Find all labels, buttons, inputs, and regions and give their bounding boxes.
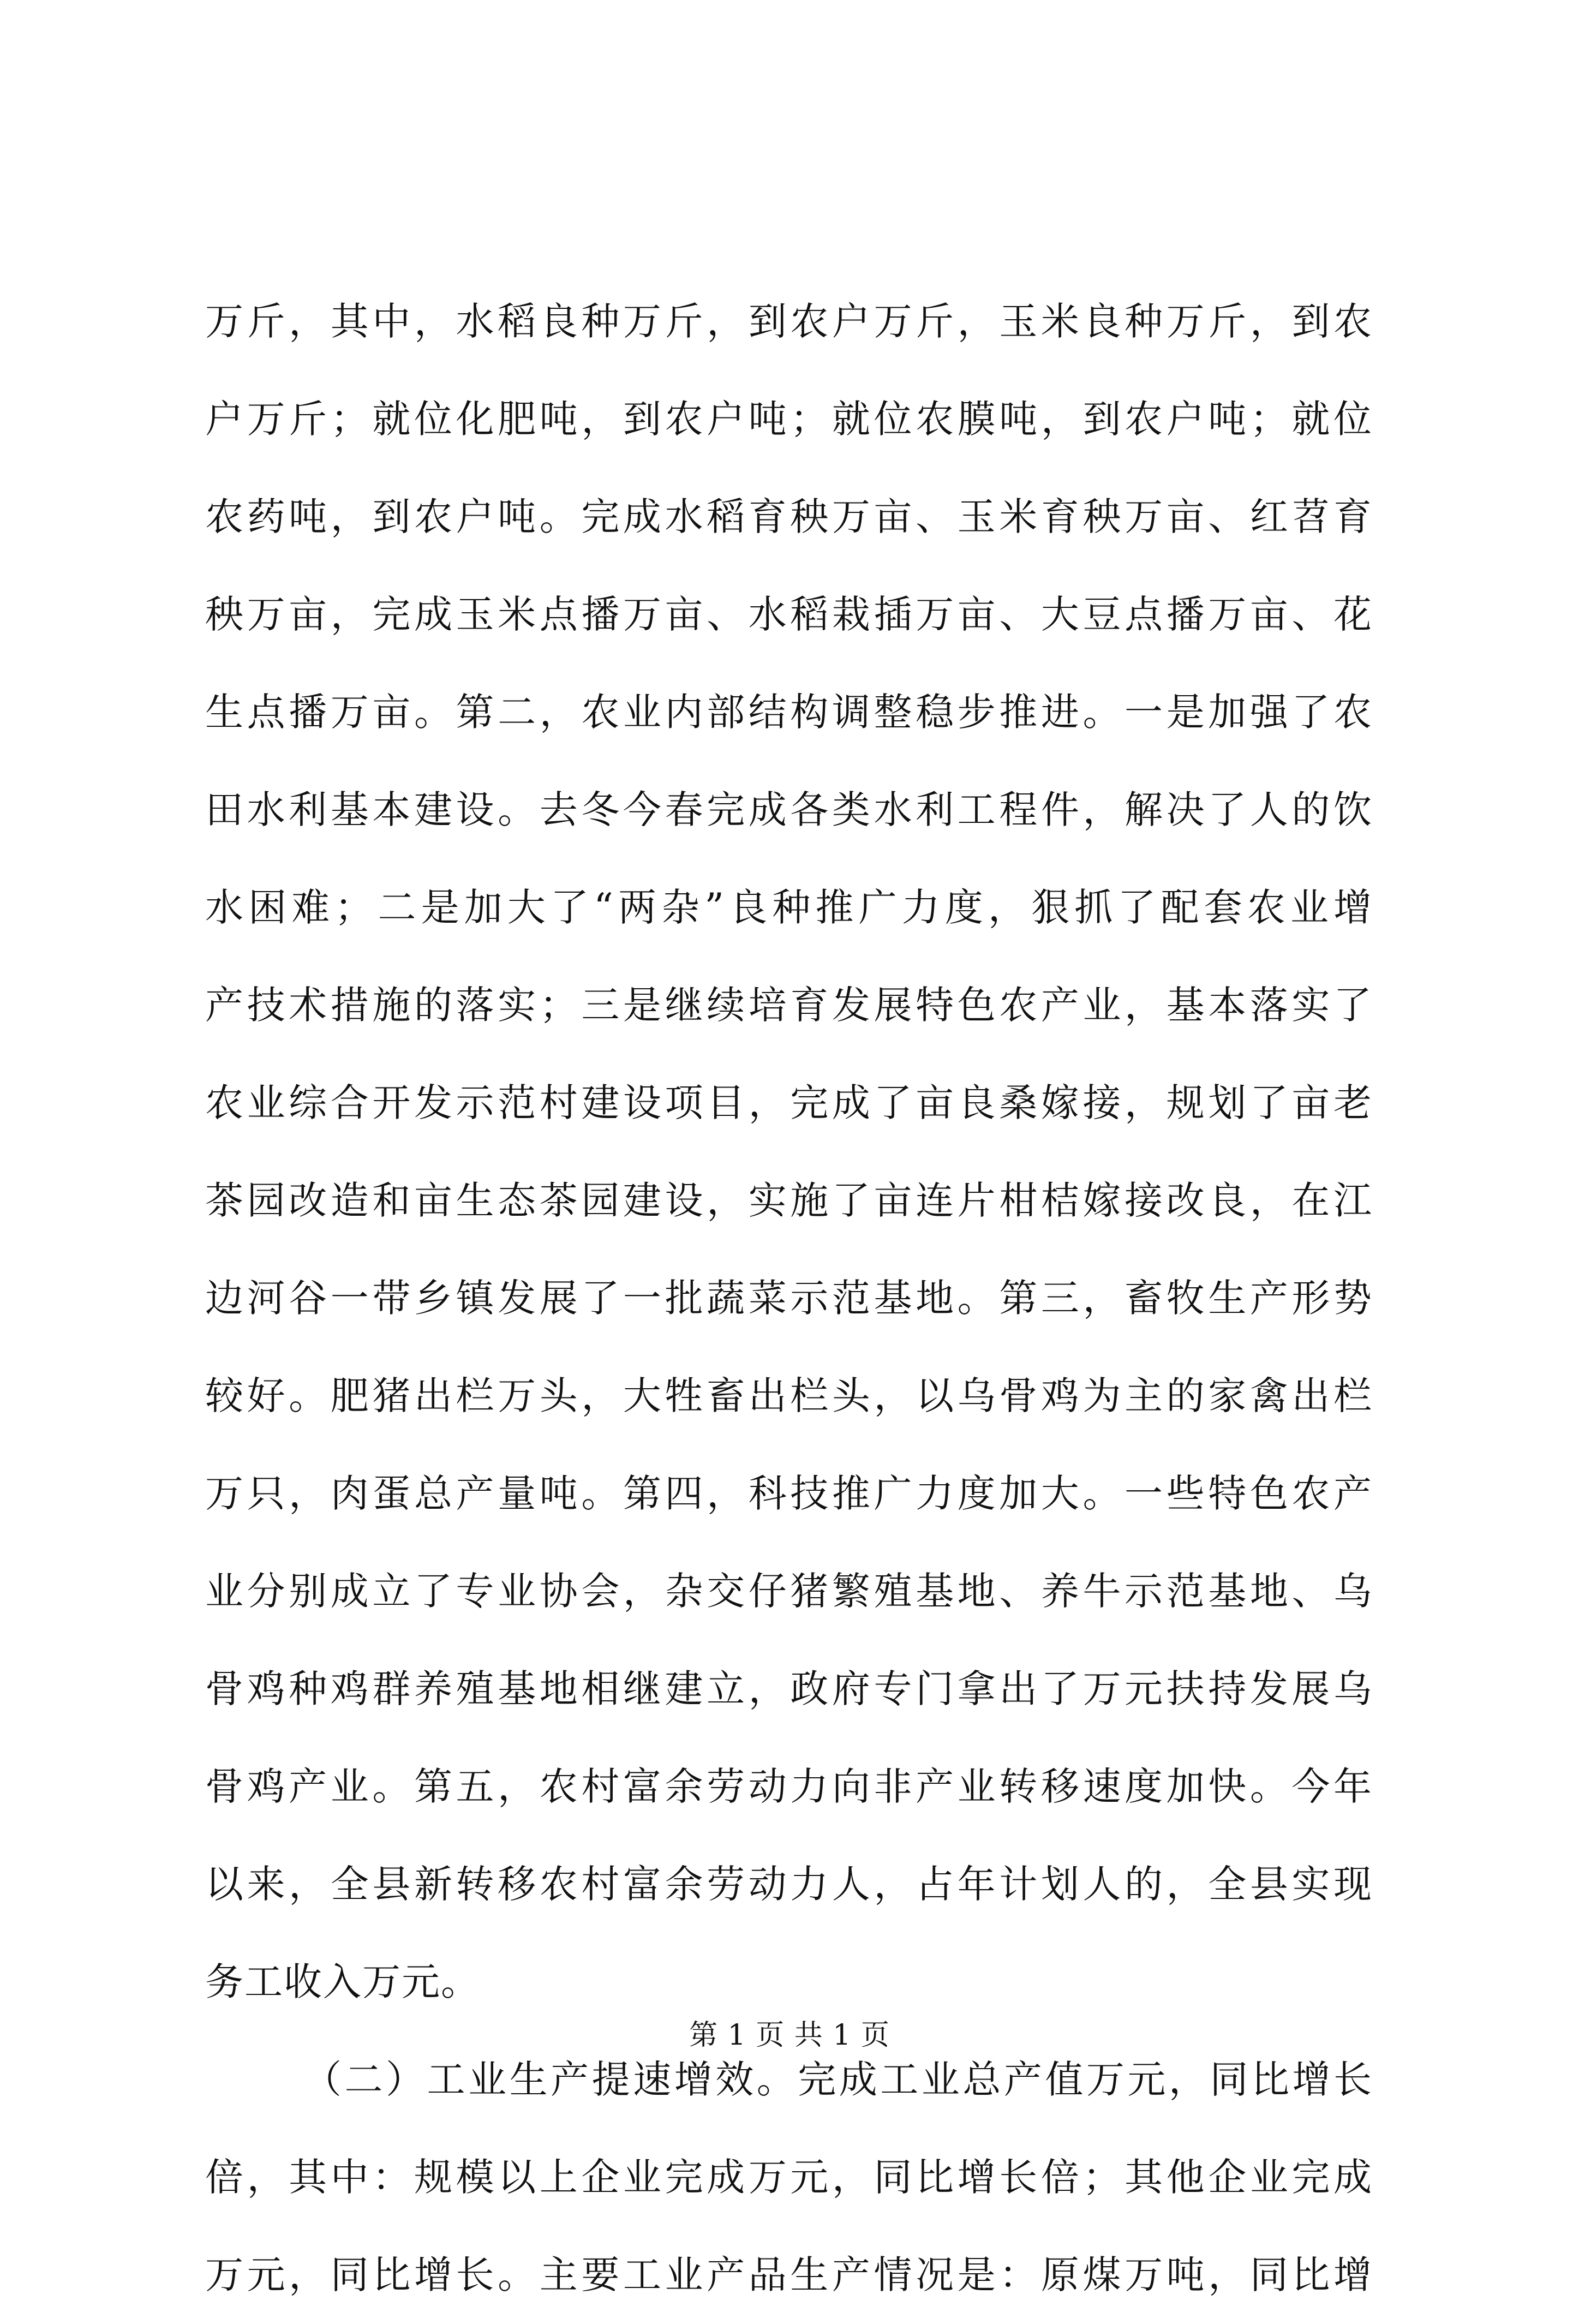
text-line: 骨鸡种鸡群养殖基地相继建立，政府专门拿出了万元扶持发展乌 — [205, 1666, 1373, 1711]
text-line: 万只，肉蛋总产量吨。第四，科技推广力度加大。一些特色农产 — [205, 1471, 1373, 1516]
text-line: 生点播万亩。第二，农业内部结构调整稳步推进。一是加强了农 — [205, 690, 1373, 734]
text-line: 边河谷一带乡镇发展了一批蔬菜示范基地。第三，畜牧生产形势 — [205, 1276, 1373, 1321]
text-line: 秧万亩，完成玉米点播万亩、水稻栽插万亩、大豆点播万亩、花 — [205, 592, 1373, 637]
text-line: 水困难；二是加大了“两杂”良种推广力度，狠抓了配套农业增 — [205, 885, 1373, 930]
text-line: 农药吨，到农户吨。完成水稻育秧万亩、玉米育秧万亩、红苕育 — [205, 494, 1373, 539]
text-line: 务工收入万元。 — [205, 1959, 480, 2004]
text-line: 骨鸡产业。第五，农村富余劳动力向非产业转移速度加快。今年 — [205, 1764, 1373, 1809]
text-line: 万元，同比增长。主要工业产品生产情况是：原煤万吨，同比增 — [205, 2253, 1373, 2297]
text-line: 倍，其中：规模以上企业完成万元，同比增长倍；其他企业完成 — [205, 2155, 1373, 2200]
text-line: 户万斤；就位化肥吨，到农户吨；就位农膜吨，到农户吨；就位 — [205, 397, 1373, 441]
page-number-footer: 第 1 页 共 1 页 — [689, 2019, 890, 2052]
text-line: 万斤，其中，水稻良种万斤，到农户万斤，玉米良种万斤，到农 — [205, 299, 1373, 344]
text-line: （二）工业生产提速增效。完成工业总产值万元，同比增长 — [303, 2057, 1373, 2102]
text-line: 茶园改造和亩生态茶园建设，实施了亩连片柑桔嫁接改良，在江 — [205, 1178, 1373, 1223]
text-line: 以来，全县新转移农村富余劳动力人，占年计划人的，全县实现 — [205, 1862, 1373, 1907]
text-line: 农业综合开发示范村建设项目，完成了亩良桑嫁接，规划了亩老 — [205, 1080, 1373, 1125]
text-line: 产技术措施的落实；三是继续培育发展特色农产业，基本落实了 — [205, 983, 1373, 1027]
text-line: 较好。肥猪出栏万头，大牲畜出栏头，以乌骨鸡为主的家禽出栏 — [205, 1373, 1373, 1418]
text-line: 业分别成立了专业协会，杂交仔猪繁殖基地、养牛示范基地、乌 — [205, 1569, 1373, 1614]
text-line: 田水利基本建设。去冬今春完成各类水利工程件，解决了人的饮 — [205, 787, 1373, 832]
